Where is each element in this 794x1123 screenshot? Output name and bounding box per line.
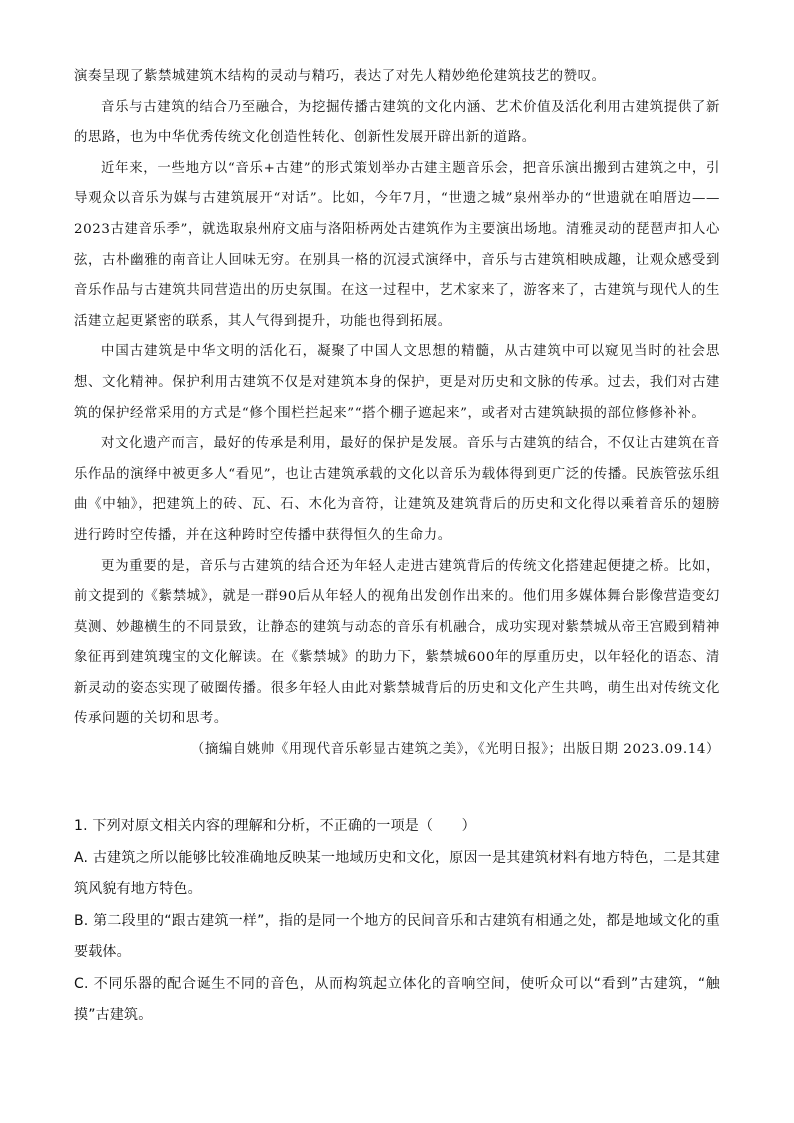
passage-paragraph-6: 更为重要的是，音乐与古建筑的结合还为年轻人走进古建筑背后的传统文化搭建起便捷之桥。比如，前文提到的《紫禁城》，就是一群90后从年轻人的视角出发创作出来的。他们用多媒体舞台影像营造变幻莫测、妙趣横生的不同景致，让静态的建筑与动态的音乐有机融合，成功实现对紫禁城从帝王宫殿到精神象征再到建筑瑰宝的文化解读。在《紫禁城》的助力下，紫禁城600年的厚重历史，以年轻化的语态、清新灵动的姿态实现了破圈传播。很多年轻人由此对紫禁城背后的历史和文化产生共鸣，萌生出对传统文化传承问题的关切和思考。 [74, 558, 720, 727]
option-b: B. 第二段里的“跟古建筑一样”，指的是同一个地方的民间音乐和古建筑有相通之处，都是地域文化的重要载体。 [74, 912, 720, 960]
passage-paragraph-3: 近年来，一些地方以“音乐+古建”的形式策划举办古建主题音乐会，把音乐演出搬到古建筑之中，引导观众以音乐为媒与古建筑展开“对话”。比如，今年7月，“世遗之城”泉州举办的“世遗就在咱厝边——2023古建音乐季”，就选取泉州府文庙与洛阳桥两处古建筑作为主要演出场地。清雅灵动的琵琶声扣人心弦，古朴幽雅的南音让人回味无穷。在别具一格的沉浸式演绎中，音乐与古建筑相映成趣，让观众感受到音乐作品与古建筑共同营造出的历史氛围。在这一过程中，艺术家来了，游客来了，古建筑与现代人的生活建立起更紧密的联系，其人气得到提升，功能也得到拓展。 [74, 160, 720, 329]
question-block [74, 811, 720, 1032]
passage-paragraph-2: 音乐与古建筑的结合乃至融合，为挖掘传播古建筑的文化内涵、艺术价值及活化利用古建筑提供了新的思路，也为中华优秀传统文化创造性转化、创新性发展开辟出新的道路。 [74, 99, 720, 146]
passage-paragraph-5: 对文化遗产而言，最好的传承是利用，最好的保护是发展。音乐与古建筑的结合，不仅让古建筑在音乐作品的演绎中被更多人“看见”，也让古建筑承载的文化以音乐为载体得到更广泛的传播。民族管弦乐组曲《中轴》，把建筑上的砖、瓦、石、木化为音符，让建筑及建筑背后的历史和文化得以乘着音乐的翅膀进行跨时空传播，并在这种跨时空传播中获得恒久的生命力。 [74, 436, 720, 543]
reading-passage [74, 62, 720, 765]
option-a: A. 古建筑之所以能够比较准确地反映某一地域历史和文化，原因一是其建筑材料有地方特色，二是其建筑风貌有地方特色。 [74, 849, 720, 897]
passage-paragraph-1: 演奏呈现了紫禁城建筑木结构的灵动与精巧，表达了对先人精妙绝伦建筑技艺的赞叹。 [74, 69, 606, 84]
option-c: C. 不同乐器的配合诞生不同的音色，从而构筑起立体化的音响空间，使听众可以“看到”古建筑，“触摸”古建筑。 [74, 975, 720, 1023]
passage-paragraph-4: 中国古建筑是中华文明的活化石，凝聚了中国人文思想的精髓，从古建筑中可以窥见当时的社会思想、文化精神。保护利用古建筑不仅是对建筑本身的保护，更是对历史和文脉的传承。过去，我们对古建筑的保护经常采用的方式是“修个围栏拦起来”“搭个棚子遮起来”，或者对古建筑缺损的部位修修补补。 [74, 344, 720, 421]
question-stem: 1. 下列对原文相关内容的理解和分析，不正确的一项是（ ） [74, 818, 476, 834]
source-citation: （摘编自姚帅《用现代音乐彰显古建筑之美》，《光明日报》；出版日期 2023.09.14） [190, 742, 720, 758]
